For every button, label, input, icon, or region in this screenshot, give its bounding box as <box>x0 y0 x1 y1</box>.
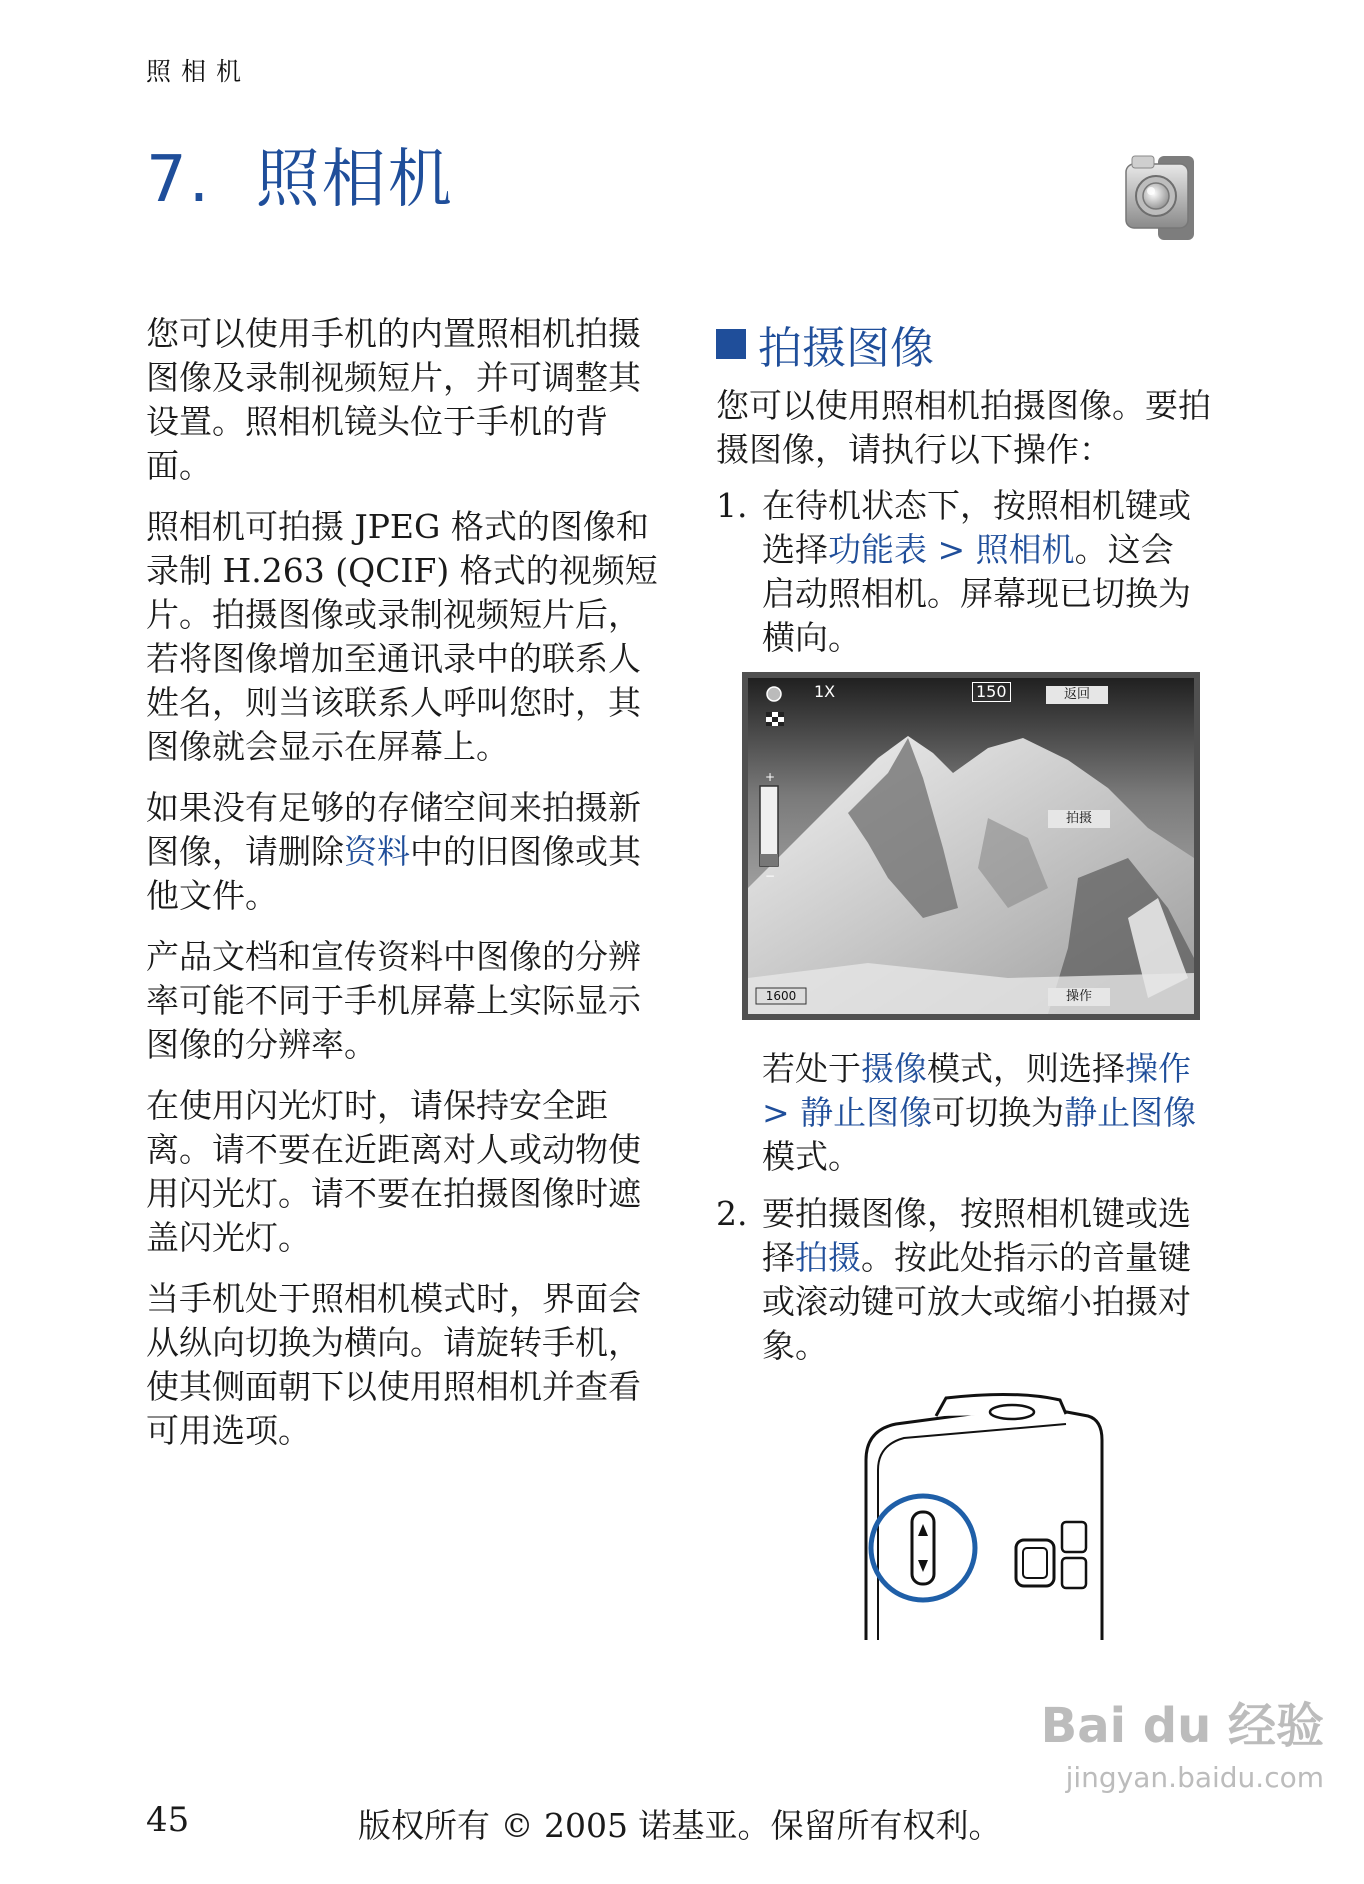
chapter-title: 照相机 <box>255 143 454 217</box>
left-column <box>146 312 666 1470</box>
phone-volume-key-illustration <box>826 1390 1116 1650</box>
section-intro: 您可以使用照相机拍摄图像。要拍摄图像，请执行以下操作： <box>716 386 1211 469</box>
svg-text:+: + <box>764 770 776 784</box>
running-header: 照相机 <box>146 57 252 86</box>
paragraph <box>146 786 666 918</box>
note-text: 模式。 <box>762 1137 861 1176</box>
section-title: 拍摄图像 <box>758 323 934 374</box>
paragraph: 在使用闪光灯时，请保持安全距离。请不要在近距离对人或动物使用闪光灯。请不要在拍摄图像时遮盖闪光灯。 <box>146 1086 641 1257</box>
capture-softkey[interactable]: 拍摄 <box>1065 811 1092 826</box>
options-link[interactable]: 操作 <box>1125 1049 1191 1088</box>
note-text: 若处于 <box>762 1049 861 1088</box>
camera-icon <box>1124 154 1200 244</box>
options-softkey[interactable]: 操作 <box>1065 989 1092 1004</box>
baidu-watermark <box>1041 1700 1324 1804</box>
chapter-heading <box>146 128 454 220</box>
step-1-note <box>762 1047 1202 1179</box>
section-square-icon <box>716 329 746 359</box>
remaining-count: 150 <box>972 682 1011 702</box>
data-link[interactable]: 资料 <box>344 832 410 871</box>
section-heading <box>716 312 934 376</box>
step-2 <box>716 1192 1216 1372</box>
step-text-part: 。按此处指示的音量键或滚动键可放大或缩小拍摄对象。 <box>762 1238 1191 1365</box>
still-image-mode-link[interactable]: 静止图像 <box>1064 1093 1197 1132</box>
paragraph-text: 如果没有足够的存储空间来拍摄新图像，请删除 <box>146 788 641 871</box>
camera-viewfinder-screenshot <box>742 672 1200 1020</box>
step-text <box>762 1192 1202 1368</box>
svg-text:−: − <box>764 869 776 883</box>
menu-link[interactable]: 功能表 <box>828 530 927 569</box>
step-number: 1. <box>716 486 748 525</box>
paragraph-text: 中的旧图像或其他文件。 <box>146 832 641 915</box>
zoom-indicator: 1X <box>814 682 836 701</box>
note-text: 模式，则选择 <box>927 1049 1125 1088</box>
paragraph: 产品文档和宣传资料中图像的分辨率可能不同于手机屏幕上实际显示图像的分辨率。 <box>146 937 641 1064</box>
step-1 <box>716 484 1216 664</box>
chapter-number: 7. <box>146 143 212 217</box>
step-text-part: 在待机状态下，按照相机键或选择 <box>762 486 1191 569</box>
page-number: 45 <box>146 1800 190 1840</box>
step-text-part: 要拍摄图像，按照相机键或选择 <box>762 1194 1191 1277</box>
watermark-url: jingyan.baidu.com <box>1065 1761 1324 1794</box>
resolution-indicator: 1600 <box>765 989 797 1003</box>
paragraph: 照相机可拍摄 JPEG 格式的图像和录制 H.263 (QCIF) 格式的视频短片。拍摄图像或录制视频短片后，若将图像增加至通讯录中的联系人姓名，则当该联系人呼叫您时，其图像就会显示在屏幕上。 <box>146 507 658 766</box>
still-image-link[interactable]: 静止图像 <box>800 1093 933 1132</box>
watermark-brand: Bai du 经验 <box>1040 1698 1324 1754</box>
copyright-notice: 版权所有 © 2005 诺基亚。保留所有权利。 <box>358 1806 1002 1845</box>
video-mode-link[interactable]: 摄像 <box>861 1049 927 1088</box>
paragraph: 当手机处于照相机模式时，界面会从纵向切换为横向。请旋转手机，使其侧面朝下以使用照相机并查看可用选项。 <box>146 1279 641 1450</box>
note-text: 可切换为 <box>932 1093 1065 1132</box>
back-softkey[interactable]: 返回 <box>1063 687 1090 702</box>
step-number: 2. <box>716 1194 748 1233</box>
separator: > <box>927 530 976 569</box>
step-text-part: 。这会启动照相机。屏幕现已切换为横向。 <box>762 530 1191 657</box>
separator: > <box>762 1093 801 1132</box>
capture-link[interactable]: 拍摄 <box>795 1238 861 1277</box>
paragraph: 您可以使用手机的内置照相机拍摄图像及录制视频短片，并可调整其设置。照相机镜头位于手机的背面。 <box>146 314 641 485</box>
step-text <box>762 484 1202 660</box>
camera-link[interactable]: 照相机 <box>975 530 1075 569</box>
